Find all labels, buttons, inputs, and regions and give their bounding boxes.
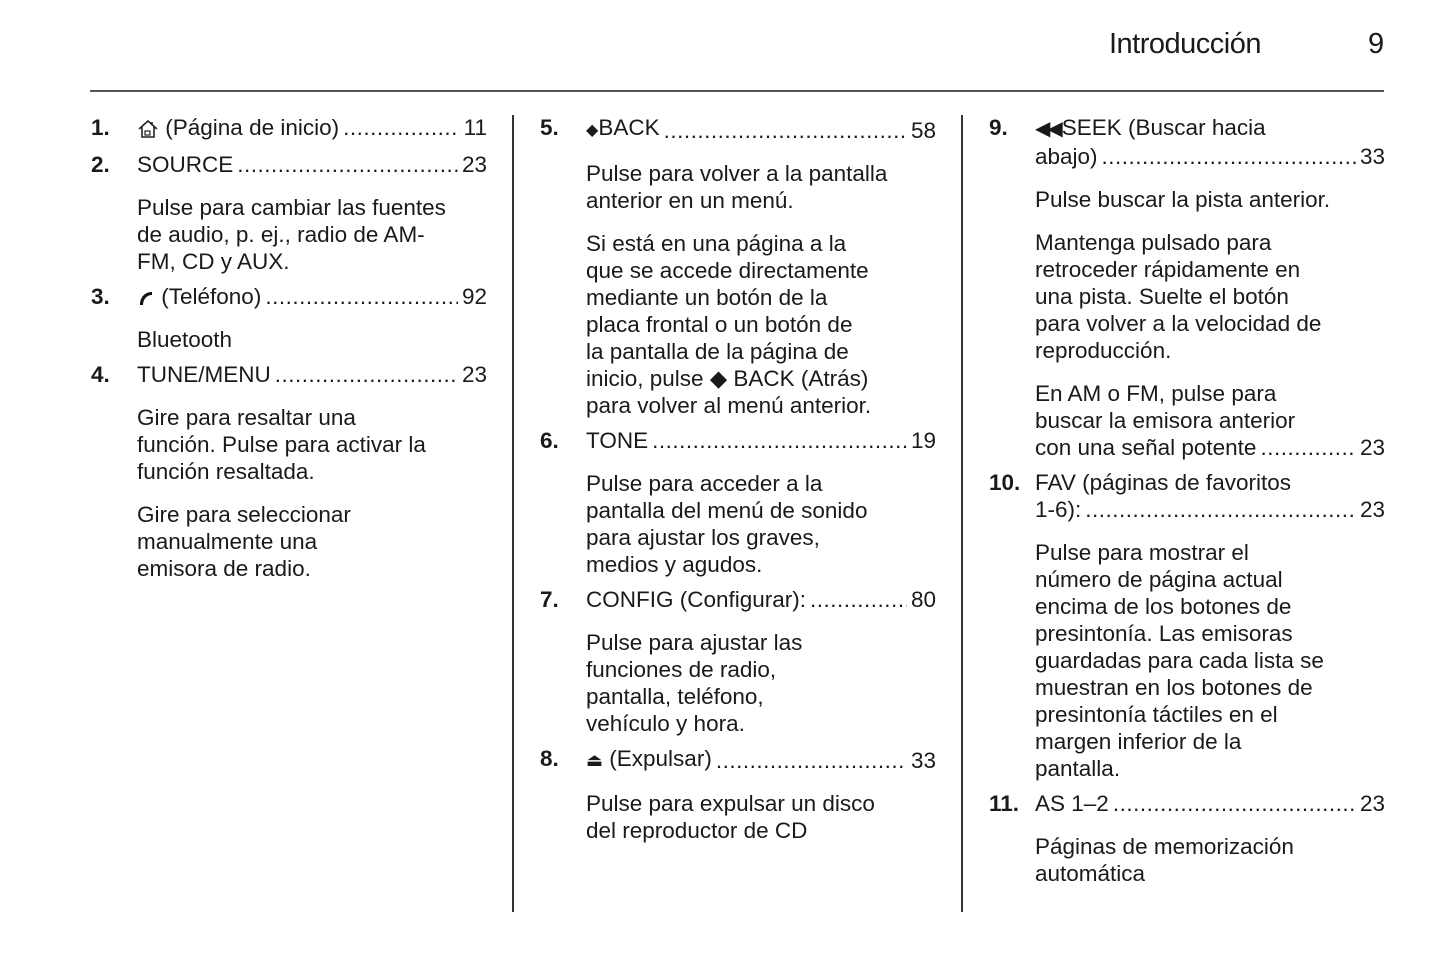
list-item: 4. TUNE/MENU ..... 23 Gire para resaltar una función. Pulse para activar la función resaltada. Gire para seleccionar manualmente una emisora de radio.	[91, 361, 487, 582]
column-1	[91, 114, 487, 590]
seek-back-icon: ◀◀	[1035, 118, 1060, 140]
section-title: Introducción	[1109, 28, 1261, 60]
column-2	[540, 114, 936, 852]
list-item: 11. AS 1–2 ..... 23 Páginas de memorización automática	[989, 790, 1385, 887]
list-item: 2. SOURCE ..... 23 Pulse para cambiar las fuentes de audio, p. ej., radio de AM-FM, CD y AUX.	[91, 151, 487, 275]
header-rule	[90, 90, 1384, 92]
item-number: 1.	[91, 115, 110, 140]
list-item: 10. FAV (páginas de favoritos 1-6): ..... 23 Pulse para mostrar el número de página actual encima de los botones de presintonía. Las emisoras guardadas para cada lista se muestran en los botones de presintonía táctiles en el margen inferior de la pantalla.	[989, 469, 1385, 782]
home-icon	[137, 119, 159, 139]
list-item: 8. ⏏ (Expulsar) ..... 33 Pulse para expulsar un disco del reproductor de CD	[540, 745, 936, 844]
list-item: 7. CONFIG (Configurar): ..... 80 Pulse para ajustar las funciones de radio, pantalla, teléfono, vehículo y hora.	[540, 586, 936, 737]
list-item: 5. ◆BACK ..... 58 Pulse para volver a la pantalla anterior en un menú. Si está en una página a la que se accede directamente mediante un botón de la placa frontal o un botón de la pantalla de la página de inicio, pulse ◆ BACK (Atrás) para volver al menú anterior.	[540, 114, 936, 419]
list-item: 9. ◀◀SEEK (Buscar hacia abajo) ..... 33 Pulse buscar la pista anterior. Mantenga pulsado para retroceder rápidamente en una pista. Suelte el botón para volver a la velocidad de reproducción. En AM o FM, pulse para buscar la emisora anterior con una señal potente ..... 23	[989, 114, 1385, 461]
list-item: 1. (Página de inicio) ..... 11	[91, 114, 487, 141]
list-item: 6. TONE ..... 19 Pulse para acceder a la pantalla del menú de sonido para ajustar los graves, medios y agudos.	[540, 427, 936, 578]
column-divider	[512, 115, 514, 912]
page-number: 9	[1368, 28, 1385, 60]
phone-icon	[137, 289, 155, 307]
back-arrow-icon: ◆	[586, 122, 599, 139]
column-divider	[961, 115, 963, 912]
list-item: 3. (Teléfono) ..... 92 Bluetooth	[91, 283, 487, 353]
column-3	[989, 114, 1385, 895]
page-ref: 11	[463, 115, 487, 140]
eject-icon: ⏏	[586, 750, 604, 770]
